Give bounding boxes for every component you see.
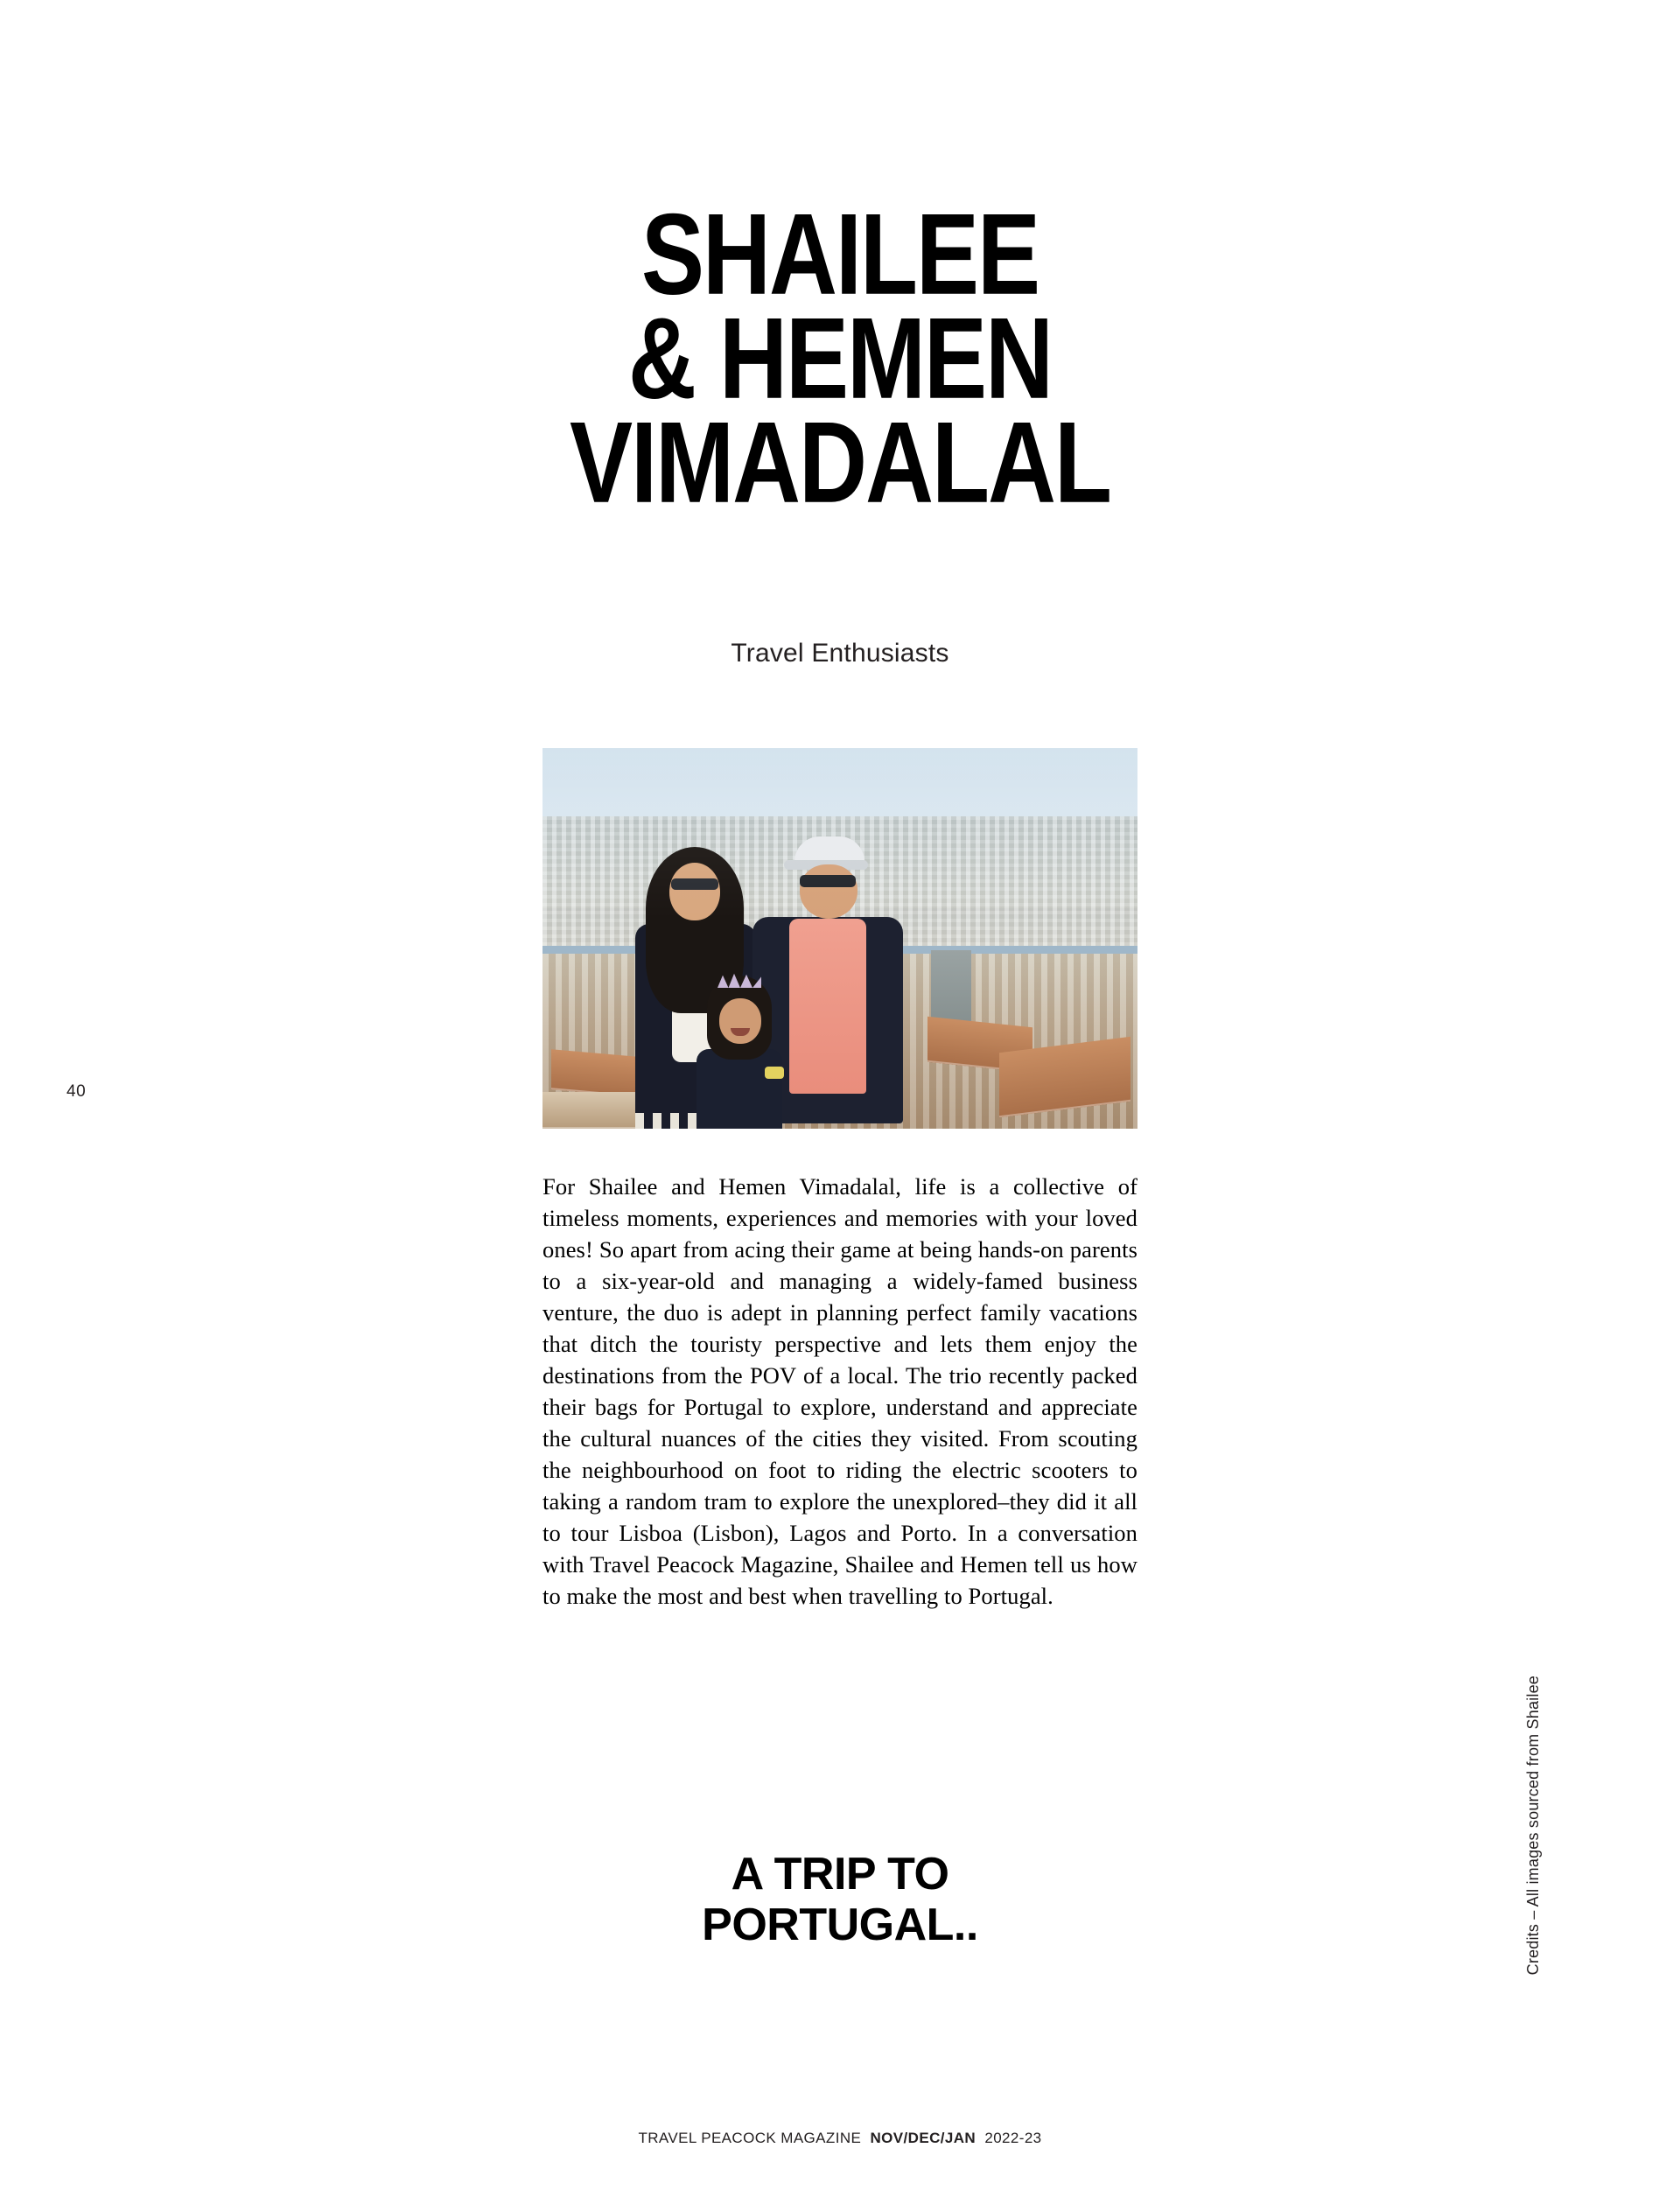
photo-woman-face	[669, 863, 720, 920]
pull-heading	[542, 1849, 1138, 1950]
photo-man-shirt	[789, 919, 866, 1094]
page-number: 40	[66, 1082, 87, 1101]
title-line-2: & HEMEN	[627, 293, 1053, 423]
image-credit: Credits – All images sourced from Shailee	[1524, 1676, 1542, 1976]
title-line-3: VIMADALAL	[570, 397, 1110, 527]
footer-year: 2022-23	[984, 2130, 1042, 2146]
page-title	[0, 189, 1680, 527]
photo-person-child	[681, 976, 794, 1129]
photo-illustration	[542, 748, 1138, 1129]
hero-photo	[542, 748, 1138, 1129]
photo-child-dress	[696, 1049, 782, 1129]
subtitle: Travel Enthusiasts	[731, 639, 949, 668]
article-intro-paragraph: For Shailee and Hemen Vimadalal, life is a collective of timeless moments, experiences and memories with your loved ones! So apart from acing their game at being hands-on parents to a six-year-old and managing a widely-famed business venture, the duo is adept in planning perfect family vacations that ditch the touristy perspective and lets them enjoy the destinations from the POV of a local. The trio recently packed their bags for Portugal to explore, understand and appreciate the cultural nuances of the cities they visited. From scouting the neighbourhood on foot to riding the electric scooters to taking a random tram to explore the unexplored–they did it all to tour Lisboa (Lisbon), Lagos and Porto. In a conversation with Travel Peacock Magazine, Shailee and Hemen tell us how to make the most and best when travelling to Portugal.	[542, 1173, 1138, 1610]
title-line-1: SHAILEE	[640, 189, 1040, 318]
pull-heading-line-1: A TRIP TO	[731, 1849, 949, 1900]
sunglasses-icon	[800, 875, 856, 887]
photo-man-face	[800, 864, 858, 919]
sunglasses-icon	[671, 878, 718, 890]
photo-child-wristband	[765, 1067, 784, 1079]
footer-magazine-name: TRAVEL PEACOCK MAGAZINE	[638, 2130, 862, 2146]
pull-heading-line-2: PORTUGAL..	[702, 1900, 978, 1951]
photo-child-face	[719, 998, 761, 1044]
page-footer	[0, 2130, 1680, 2147]
footer-issue: NOV/DEC/JAN	[870, 2130, 976, 2146]
